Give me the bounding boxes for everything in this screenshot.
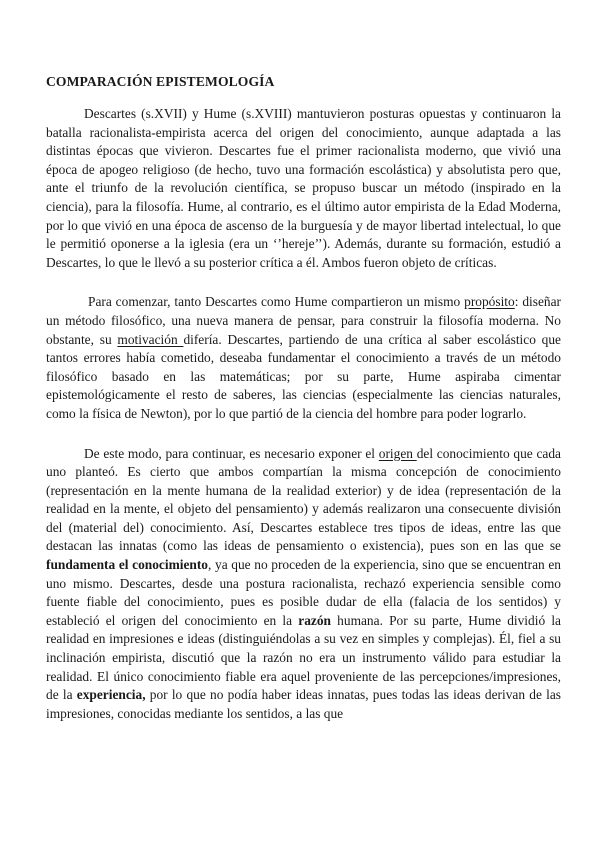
paragraph-origin-text-2: del conocimiento que cada uno planteó. Es cierto que ambos compartían la misma concepción de conocimiento (representación en la mente humana de la realidad exterior) y de idea (representación de la realidad en la mente, el objeto del pensamiento) y además realizaron una consecuente división del (material del) conocimiento. Así, Descartes establece tres tipos de ideas, entre las que destacan las innatas (como las ideas de pensamiento o existencia), pues son en las que se bbox=[46, 445, 561, 554]
paragraph-origin-text-4: humana. Por su parte, Hume dividió la realidad en impresiones e ideas (distinguiéndolas a su vez en simples y complejas). Él, fiel a su inclinación empirista, discutió que la razón no era un instrumento válido para estudiar la realidad. El único conocimiento fiable era aquel proveniente de las percepciones/impresiones, de la bbox=[46, 612, 561, 703]
paragraph-purpose-text-1: Para comenzar, tanto Descartes como Hume compartieron un mismo bbox=[88, 294, 465, 310]
paragraph-purpose-text-3: difería. Descartes, partiendo de una crítica al saber escolástico que tantos errores había cometido, deseaba fundamentar el conocimiento a través de un método filosófico basado en las matemáticas; por su parte, Hume aspiraba cimentar epistemológicamente el resto de saberes, las ciencias (especialmente las ciencias naturales, como la física de Newton), por lo que partió de la ciencia del hombre para poder lograrlo. bbox=[46, 331, 561, 421]
underlined-term-motivacion: motivación bbox=[117, 331, 184, 347]
bold-term-razon: razón bbox=[298, 612, 331, 628]
document-title: COMPARACIÓN EPISTEMOLOGÍA bbox=[46, 74, 275, 89]
paragraph-intro bbox=[46, 105, 561, 272]
paragraph-origin bbox=[46, 445, 561, 724]
paragraph-origin-text-3: , ya que no proceden de la experiencia, sino que se encuentran en uno mismo. Descartes, desde una postura racionalista, rechazó experiencia sensible como fuente fiable del conocimiento, pues es posible dudar de ella (falacia de los sentidos) y estableció el origen del conocimiento en la bbox=[46, 557, 562, 628]
underlined-term-proposito: propósito bbox=[464, 294, 515, 310]
paragraph-purpose bbox=[46, 293, 561, 423]
document-body bbox=[46, 72, 561, 723]
bold-term-fundamenta: fundamenta el conocimiento bbox=[46, 557, 209, 573]
paragraph-origin-text-5: por lo que no podía haber ideas innatas, pues todas las ideas derivan de las impresiones, conocidas mediante los sentidos, a las que bbox=[46, 687, 561, 721]
underlined-term-origen: origen bbox=[378, 445, 417, 461]
bold-term-experiencia: experiencia, bbox=[76, 687, 146, 703]
paragraph-purpose-text-2: : diseñar un método filosófico, una nueva manera de pensar, para construir la filosofía moderna. No obstante, su bbox=[46, 294, 561, 347]
paragraph-intro-text: Descartes (s.XVII) y Hume (s.XVIII) mantuvieron posturas opuestas y continuaron la batalla racionalista-empirista acerca del origen del conocimiento, aunque adaptada a las distintas épocas que vivieron. Descartes fue el primer racionalista moderno, que vivió una época de apogeo religioso (de hecho, tuvo una formación escolástica) y absolutista pero que, ante el triunfo de la revolución científica, se propuso buscar un método (inspirado en la ciencia), para la filosofía. Hume, al contrario, es el último autor empirista de la Edad Moderna, por lo que vivió en una época de ascenso de la burguesía y de mayor libertad intelectual, lo que le permitió oponerse a la iglesia (era un ‘’hereje’’). Además, durante su formación, estudió a Descartes, lo que le llevó a su posterior crítica a él. Ambos fueron objeto de críticas. bbox=[46, 106, 561, 270]
paragraph-origin-text-1: De este modo, para continuar, es necesario exponer el bbox=[84, 445, 379, 461]
